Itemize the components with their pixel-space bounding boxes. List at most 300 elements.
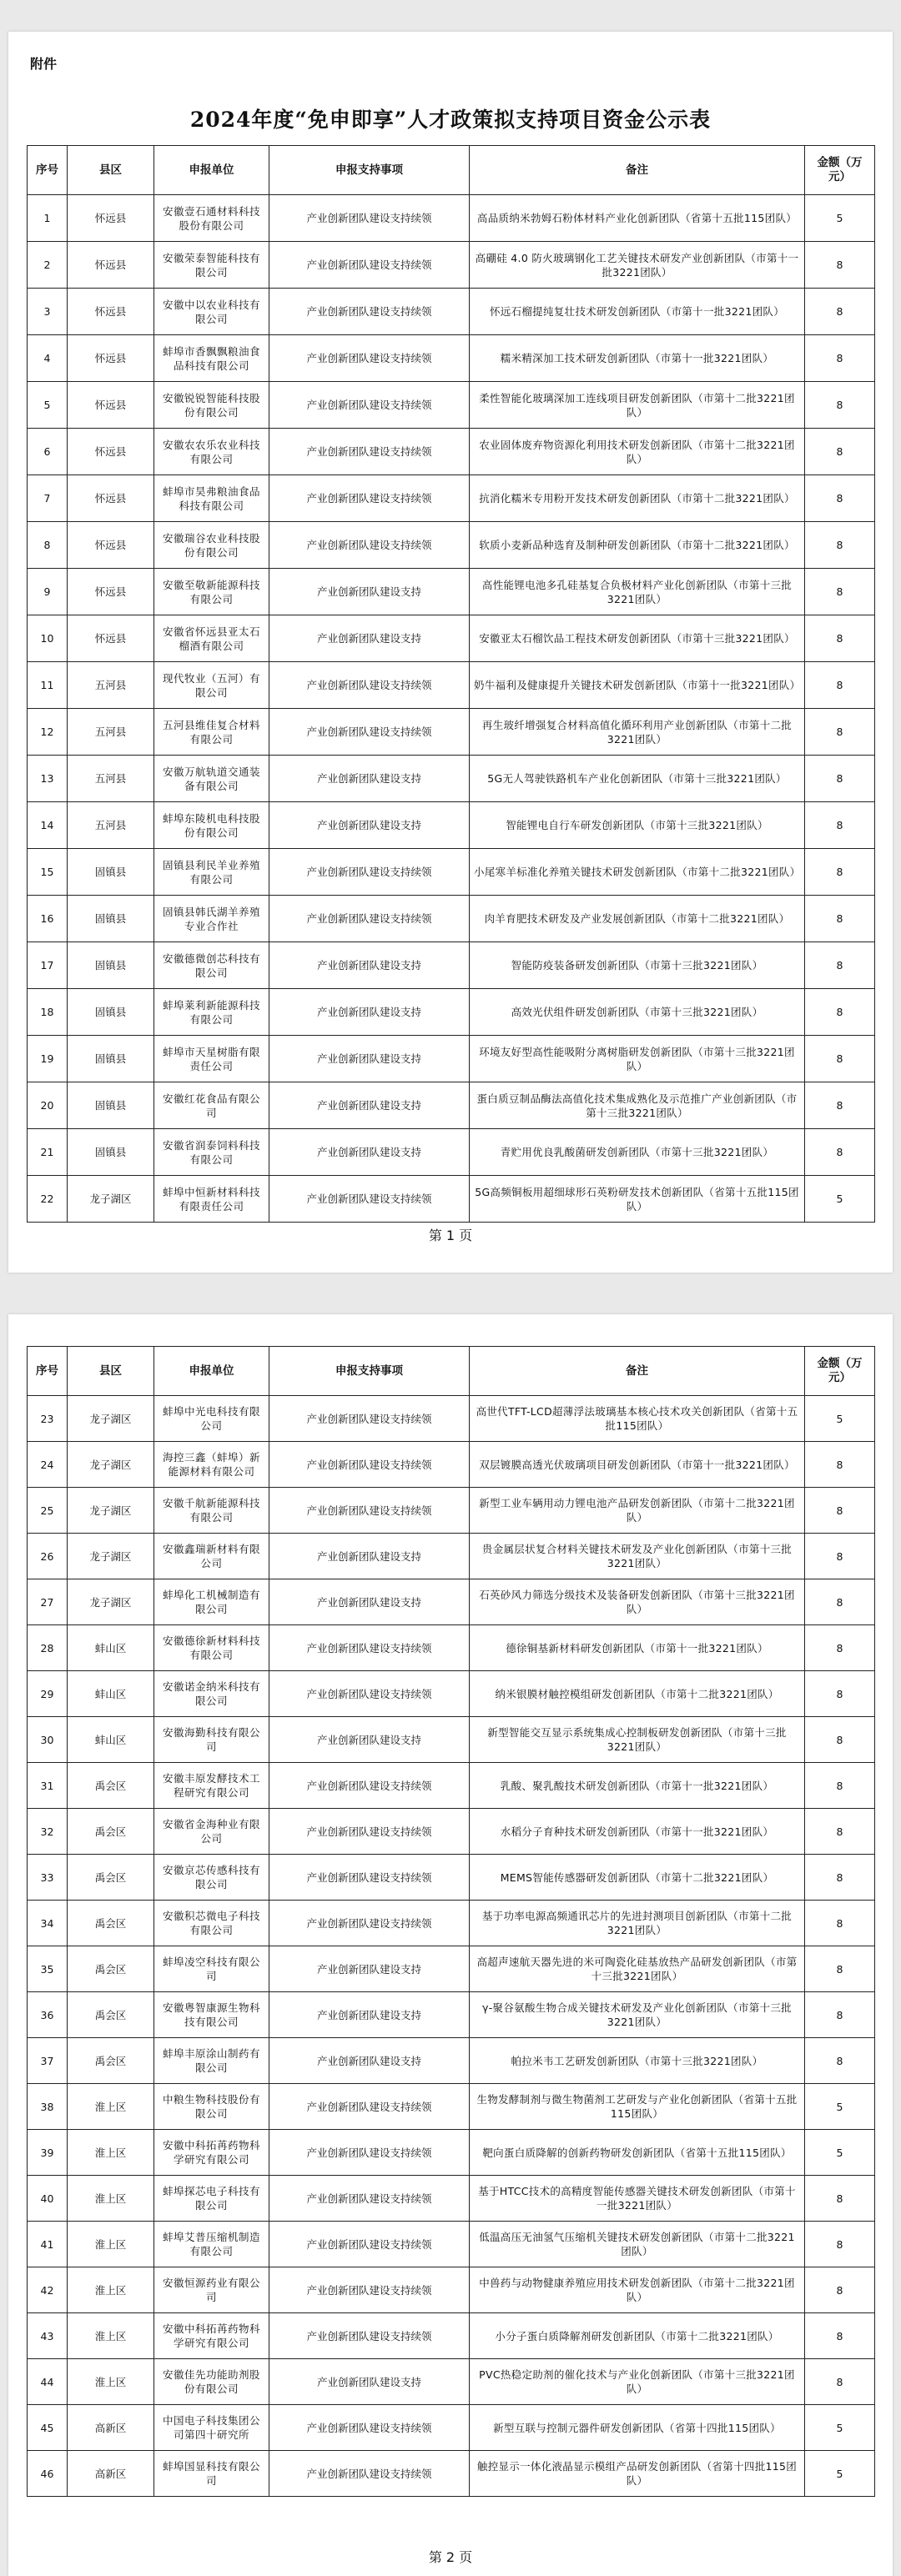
table-row [28,896,875,942]
cell-remark: 智能锂电自行车研发创新团队（市第十三批3221团队） [470,802,805,849]
cell-amount: 8 [805,849,875,896]
cell-unit: 安徽省金海种业有限公司 [154,1809,269,1855]
document-title: 2024年度“免申即享”人才政策拟支持项目资金公示表 [189,108,712,132]
cell-item: 产业创新团队建设支持 [269,1534,470,1579]
cell-remark: 5G无人驾驶铁路机车产业化创新团队（市第十三批3221团队） [470,756,805,802]
cell-no: 15 [28,849,68,896]
cell-county: 高新区 [68,2451,154,2497]
cell-no: 18 [28,989,68,1036]
cell-no: 43 [28,2313,68,2359]
cell-county: 蚌山区 [68,1625,154,1671]
table-row [28,522,875,569]
table-row [28,2359,875,2405]
cell-no: 12 [28,709,68,756]
funding-table-page-1 [27,145,875,1223]
cell-remark: 高硼硅 4.0 防火玻璃钢化工艺关键技术研发产业创新团队（市第十一批3221团队） [470,242,805,289]
cell-no: 16 [28,896,68,942]
cell-amount: 8 [805,1946,875,1992]
cell-remark: 农业固体废弃物资源化利用技术研发创新团队（市第十二批3221团队） [470,429,805,475]
cell-no: 27 [28,1579,68,1625]
cell-county: 淮上区 [68,2176,154,2222]
table-row [28,195,875,242]
cell-county: 固镇县 [68,1082,154,1129]
cell-remark: 帕拉米韦工艺研发创新团队（市第十三批3221团队） [470,2038,805,2084]
cell-county: 禹会区 [68,1901,154,1946]
cell-county: 淮上区 [68,2267,154,2313]
cell-unit: 中粮生物科技股份有限公司 [154,2084,269,2130]
cell-county: 禹会区 [68,2038,154,2084]
cell-amount: 8 [805,662,875,709]
cell-county: 怀远县 [68,429,154,475]
cell-amount: 8 [805,1992,875,2038]
cell-unit: 安徽佳先功能助剂股份有限公司 [154,2359,269,2405]
cell-county: 禹会区 [68,1763,154,1809]
cell-no: 39 [28,2130,68,2176]
cell-county: 蚌山区 [68,1671,154,1717]
cell-remark: 高超声速航天器先进的米可陶瓷化硅基放热产品研发创新团队（市第十三批3221团队） [470,1946,805,1992]
table-row [28,709,875,756]
cell-unit: 安徽省润泰饲料科技有限公司 [154,1129,269,1176]
cell-unit: 安徽瑞谷农业科技股份有限公司 [154,522,269,569]
cell-no: 22 [28,1176,68,1223]
cell-unit: 安徽海勤科技有限公司 [154,1717,269,1763]
cell-remark: 纳米银膜材触控模组研发创新团队（市第十二批3221团队） [470,1671,805,1717]
cell-unit: 安徽粤智康源生物科技有限公司 [154,1992,269,2038]
cell-unit: 安徽锐锐智能科技股份有限公司 [154,382,269,429]
cell-amount: 5 [805,2130,875,2176]
table-row [28,1488,875,1534]
cell-amount: 8 [805,1717,875,1763]
cell-county: 固镇县 [68,942,154,989]
cell-remark: PVC热稳定助剂的催化技术与产业化创新团队（市第十三批3221团队） [470,2359,805,2405]
cell-unit: 安徽诺金纳米科技有限公司 [154,1671,269,1717]
table-body [28,195,875,1223]
table-row [28,1671,875,1717]
cell-unit: 中国电子科技集团公司第四十研究所 [154,2405,269,2451]
cell-remark: 新型互联与控制元器件研发创新团队（省第十四批115团队） [470,2405,805,2451]
cell-no: 31 [28,1763,68,1809]
cell-remark: 高品质纳米勃姆石粉体材料产业化创新团队（省第十五批115团队） [470,195,805,242]
cell-amount: 8 [805,382,875,429]
cell-remark: 安徽亚太石榴饮品工程技术研发创新团队（市第十三批3221团队） [470,615,805,662]
cell-county: 淮上区 [68,2359,154,2405]
cell-remark: 奶牛福利及健康提升关键技术研发创新团队（市第十一批3221团队） [470,662,805,709]
table-row [28,1763,875,1809]
cell-unit: 蚌埠艾普压缩机制造有限公司 [154,2222,269,2267]
cell-item: 产业创新团队建设支持 [269,2359,470,2405]
cell-county: 怀远县 [68,195,154,242]
cell-item: 产业创新团队建设支持续领 [269,1809,470,1855]
cell-county: 五河县 [68,662,154,709]
cell-county: 高新区 [68,2405,154,2451]
cell-item: 产业创新团队建设支持 [269,1992,470,2038]
header-no: 序号 [28,146,68,195]
cell-amount: 8 [805,569,875,615]
cell-amount: 8 [805,1036,875,1082]
cell-amount: 5 [805,195,875,242]
table-row [28,1946,875,1992]
header-amount: 金额（万元） [805,146,875,195]
cell-remark: 触控显示一体化液晶显示模组产品研发创新团队（省第十四批115团队） [470,2451,805,2497]
document-page-2 [8,1314,893,2576]
cell-no: 13 [28,756,68,802]
cell-remark: 高世代TFT-LCD超薄浮法玻璃基本核心技术攻关创新团队（省第十五批115团队） [470,1396,805,1442]
cell-remark: 小分子蛋白质降解剂研发创新团队（市第十二批3221团队） [470,2313,805,2359]
cell-remark: 环境友好型高性能吸附分离树脂研发创新团队（市第十三批3221团队） [470,1036,805,1082]
cell-unit: 安徽恒源药业有限公司 [154,2267,269,2313]
cell-amount: 8 [805,2038,875,2084]
cell-no: 25 [28,1488,68,1534]
table-row [28,2267,875,2313]
cell-no: 21 [28,1129,68,1176]
cell-remark: 基于HTCC技术的高精度智能传感器关键技术研发创新团队（市第十一批3221团队） [470,2176,805,2222]
cell-item: 产业创新团队建设支持续领 [269,2130,470,2176]
cell-item: 产业创新团队建设支持 [269,569,470,615]
cell-unit: 安徽红花食品有限公司 [154,1082,269,1129]
cell-amount: 8 [805,335,875,382]
cell-no: 4 [28,335,68,382]
cell-amount: 8 [805,896,875,942]
cell-remark: 柔性智能化玻璃深加工连线项目研发创新团队（市第十二批3221团队） [470,382,805,429]
cell-no: 29 [28,1671,68,1717]
table-row [28,1855,875,1901]
funding-table-page-2 [27,1346,875,2497]
cell-item: 产业创新团队建设支持续领 [269,2176,470,2222]
cell-item: 产业创新团队建设支持 [269,1579,470,1625]
header-item: 申报支持事项 [269,146,470,195]
cell-remark: 小尾寒羊标准化养殖关键技术研发创新团队（市第十二批3221团队） [470,849,805,896]
cell-unit: 安徽荣泰智能科技有限公司 [154,242,269,289]
cell-unit: 安徽积芯微电子科技有限公司 [154,1901,269,1946]
table-row [28,662,875,709]
header-unit: 申报单位 [154,146,269,195]
attachment-label: 附件 [30,56,58,72]
cell-remark: 糯米精深加工技术研发创新团队（市第十一批3221团队） [470,335,805,382]
cell-remark: 德徐铜基新材料研发创新团队（市第十一批3221团队） [470,1625,805,1671]
cell-item: 产业创新团队建设支持续领 [269,2451,470,2497]
cell-no: 36 [28,1992,68,2038]
cell-county: 固镇县 [68,989,154,1036]
cell-county: 禹会区 [68,1809,154,1855]
cell-no: 37 [28,2038,68,2084]
cell-unit: 安徽中科拓苒药物科学研究有限公司 [154,2130,269,2176]
cell-unit: 安徽省怀远县亚太石榴酒有限公司 [154,615,269,662]
cell-item: 产业创新团队建设支持续领 [269,1625,470,1671]
table-row [28,2222,875,2267]
cell-amount: 8 [805,1625,875,1671]
document-page-1 [8,32,893,1273]
table-header-row [28,146,875,195]
cell-county: 龙子湖区 [68,1579,154,1625]
cell-remark: 蛋白质豆制品酶法高值化技术集成熟化及示范推广产业创新团队（市第十三批3221团队） [470,1082,805,1129]
cell-no: 14 [28,802,68,849]
cell-no: 10 [28,615,68,662]
cell-amount: 8 [805,1763,875,1809]
cell-unit: 蚌埠中恒新材料科技有限责任公司 [154,1176,269,1223]
cell-amount: 8 [805,1082,875,1129]
cell-amount: 8 [805,1809,875,1855]
cell-amount: 8 [805,1442,875,1488]
cell-no: 40 [28,2176,68,2222]
cell-unit: 蚌埠东陵机电科技股份有限公司 [154,802,269,849]
table-row [28,429,875,475]
cell-item: 产业创新团队建设支持 [269,1717,470,1763]
cell-county: 怀远县 [68,569,154,615]
cell-remark: 再生玻纤增强复合材料高值化循环利用产业创新团队（市第十二批3221团队） [470,709,805,756]
table-row [28,1717,875,1763]
cell-no: 46 [28,2451,68,2497]
cell-county: 怀远县 [68,615,154,662]
header-county: 县区 [68,146,154,195]
cell-no: 9 [28,569,68,615]
cell-item: 产业创新团队建设支持续领 [269,1442,470,1488]
cell-amount: 8 [805,2313,875,2359]
cell-item: 产业创新团队建设支持 [269,2038,470,2084]
cell-county: 龙子湖区 [68,1488,154,1534]
cell-remark: γ-聚谷氨酸生物合成关键技术研发及产业化创新团队（市第十三批3221团队） [470,1992,805,2038]
header-remark: 备注 [470,146,805,195]
cell-amount: 8 [805,1579,875,1625]
cell-county: 怀远县 [68,522,154,569]
cell-no: 44 [28,2359,68,2405]
cell-no: 35 [28,1946,68,1992]
cell-amount: 8 [805,1901,875,1946]
cell-amount: 8 [805,522,875,569]
cell-item: 产业创新团队建设支持 [269,802,470,849]
cell-amount: 8 [805,1488,875,1534]
cell-item: 产业创新团队建设支持续领 [269,335,470,382]
page-number: 第 2 页 [428,2549,473,2565]
cell-unit: 蚌埠市天星树脂有限责任公司 [154,1036,269,1082]
cell-county: 禹会区 [68,1992,154,2038]
cell-item: 产业创新团队建设支持续领 [269,1763,470,1809]
cell-unit: 安徽中以农业科技有限公司 [154,289,269,335]
cell-amount: 8 [805,429,875,475]
cell-county: 固镇县 [68,1129,154,1176]
cell-no: 28 [28,1625,68,1671]
table-row [28,1442,875,1488]
cell-county: 固镇县 [68,1036,154,1082]
cell-no: 41 [28,2222,68,2267]
cell-county: 禹会区 [68,1855,154,1901]
cell-remark: 基于功率电源高频通讯芯片的先进封测项目创新团队（市第十二批3221团队） [470,1901,805,1946]
table-header-row [28,1347,875,1396]
table-row [28,382,875,429]
cell-item: 产业创新团队建设支持续领 [269,896,470,942]
cell-remark: 青贮用优良乳酸菌研发创新团队（市第十三批3221团队） [470,1129,805,1176]
cell-county: 禹会区 [68,1946,154,1992]
cell-remark: 低温高压无油氢气压缩机关键技术研发创新团队（市第十二批3221团队） [470,2222,805,2267]
cell-no: 45 [28,2405,68,2451]
cell-amount: 5 [805,2084,875,2130]
cell-county: 龙子湖区 [68,1534,154,1579]
cell-remark: 新型智能交互显示系统集成心控制板研发创新团队（市第十三批3221团队） [470,1717,805,1763]
table-row [28,942,875,989]
cell-item: 产业创新团队建设支持续领 [269,2313,470,2359]
cell-remark: 高性能锂电池多孔硅基复合负极材料产业化创新团队（市第十三批3221团队） [470,569,805,615]
cell-no: 7 [28,475,68,522]
cell-unit: 安徽千航新能源科技有限公司 [154,1488,269,1534]
cell-remark: 怀远石榴提纯复壮技术研发创新团队（市第十一批3221团队） [470,289,805,335]
cell-remark: 靶向蛋白质降解的创新药物研发创新团队（省第十五批115团队） [470,2130,805,2176]
cell-amount: 5 [805,2405,875,2451]
cell-remark: 石英砂风力筛选分级技术及装备研发创新团队（市第十三批3221团队） [470,1579,805,1625]
cell-no: 3 [28,289,68,335]
cell-remark: 生物发酵制剂与微生物菌剂工艺研发与产业化创新团队（省第十五批115团队） [470,2084,805,2130]
table-row [28,2405,875,2451]
cell-remark: 高效光伏组件研发创新团队（市第十三批3221团队） [470,989,805,1036]
cell-no: 34 [28,1901,68,1946]
table-row [28,989,875,1036]
cell-amount: 8 [805,2222,875,2267]
cell-item: 产业创新团队建设支持续领 [269,1901,470,1946]
table-row [28,475,875,522]
cell-unit: 五河县维佳复合材料有限公司 [154,709,269,756]
table-row [28,2313,875,2359]
cell-item: 产业创新团队建设支持 [269,615,470,662]
cell-county: 怀远县 [68,475,154,522]
cell-county: 怀远县 [68,382,154,429]
cell-no: 8 [28,522,68,569]
cell-no: 26 [28,1534,68,1579]
cell-item: 产业创新团队建设支持续领 [269,289,470,335]
table-row [28,2130,875,2176]
cell-county: 蚌山区 [68,1717,154,1763]
table-row [28,1579,875,1625]
cell-item: 产业创新团队建设支持 [269,1946,470,1992]
cell-remark: 抗消化糯米专用粉开发技术研发创新团队（市第十二批3221团队） [470,475,805,522]
table-row [28,1534,875,1579]
cell-no: 1 [28,195,68,242]
cell-amount: 8 [805,756,875,802]
cell-county: 淮上区 [68,2222,154,2267]
cell-item: 产业创新团队建设支持续领 [269,2405,470,2451]
table-row [28,242,875,289]
cell-unit: 现代牧业（五河）有限公司 [154,662,269,709]
table-row [28,2038,875,2084]
cell-amount: 5 [805,1396,875,1442]
cell-unit: 固镇县韩氏湖羊养殖专业合作社 [154,896,269,942]
cell-county: 龙子湖区 [68,1176,154,1223]
cell-item: 产业创新团队建设支持续领 [269,849,470,896]
header-item: 申报支持事项 [269,1347,470,1396]
cell-no: 17 [28,942,68,989]
table-row [28,2451,875,2497]
cell-county: 龙子湖区 [68,1396,154,1442]
table-row [28,756,875,802]
cell-no: 23 [28,1396,68,1442]
cell-item: 产业创新团队建设支持续领 [269,2084,470,2130]
cell-county: 五河县 [68,756,154,802]
cell-no: 42 [28,2267,68,2313]
cell-no: 19 [28,1036,68,1082]
cell-unit: 蚌埠莱利新能源科技有限公司 [154,989,269,1036]
table-row [28,1036,875,1082]
cell-county: 怀远县 [68,242,154,289]
cell-county: 淮上区 [68,2130,154,2176]
cell-amount: 8 [805,1534,875,1579]
cell-unit: 安徽京芯传感科技有限公司 [154,1855,269,1901]
cell-remark: MEMS智能传感器研发创新团队（市第十二批3221团队） [470,1855,805,1901]
cell-item: 产业创新团队建设支持续领 [269,1176,470,1223]
cell-amount: 5 [805,1176,875,1223]
table-row [28,1809,875,1855]
cell-amount: 8 [805,2176,875,2222]
cell-county: 淮上区 [68,2084,154,2130]
cell-amount: 8 [805,2359,875,2405]
cell-unit: 安徽农农乐农业科技有限公司 [154,429,269,475]
table-row [28,1129,875,1176]
cell-item: 产业创新团队建设支持续领 [269,195,470,242]
cell-remark: 乳酸、聚乳酸技术研发创新团队（市第十一批3221团队） [470,1763,805,1809]
cell-no: 6 [28,429,68,475]
cell-amount: 8 [805,615,875,662]
cell-item: 产业创新团队建设支持续领 [269,382,470,429]
cell-remark: 软质小麦新品种选育及制种研发创新团队（市第十二批3221团队） [470,522,805,569]
page-number: 第 1 页 [428,1228,473,1243]
cell-county: 怀远县 [68,289,154,335]
table-row [28,1625,875,1671]
cell-unit: 蚌埠化工机械制造有限公司 [154,1579,269,1625]
cell-item: 产业创新团队建设支持 [269,1082,470,1129]
cell-amount: 8 [805,1129,875,1176]
cell-remark: 新型工业车辆用动力锂电池产品研发创新团队（市第十二批3221团队） [470,1488,805,1534]
cell-item: 产业创新团队建设支持续领 [269,2222,470,2267]
table-row [28,2084,875,2130]
cell-amount: 8 [805,242,875,289]
cell-county: 龙子湖区 [68,1442,154,1488]
header-remark: 备注 [470,1347,805,1396]
table-row [28,289,875,335]
cell-unit: 蚌埠中光电科技有限公司 [154,1396,269,1442]
table-body [28,1396,875,2497]
cell-remark: 水稻分子育种技术研发创新团队（市第十一批3221团队） [470,1809,805,1855]
cell-item: 产业创新团队建设支持续领 [269,429,470,475]
table-row [28,335,875,382]
cell-item: 产业创新团队建设支持 [269,989,470,1036]
cell-remark: 双层镀膜高透光伏玻璃项目研发创新团队（市第十一批3221团队） [470,1442,805,1488]
header-county: 县区 [68,1347,154,1396]
cell-no: 11 [28,662,68,709]
cell-no: 2 [28,242,68,289]
cell-no: 32 [28,1809,68,1855]
cell-amount: 8 [805,1855,875,1901]
cell-unit: 安徽壹石通材料科技股份有限公司 [154,195,269,242]
cell-remark: 5G高频铜板用超细球形石英粉研发技术创新团队（省第十五批115团队） [470,1176,805,1223]
cell-unit: 蚌埠凌空科技有限公司 [154,1946,269,1992]
table-row [28,615,875,662]
cell-county: 固镇县 [68,896,154,942]
cell-unit: 固镇县利民羊业养殖有限公司 [154,849,269,896]
table-row [28,1396,875,1442]
cell-item: 产业创新团队建设支持续领 [269,522,470,569]
cell-remark: 智能防疫装备研发创新团队（市第十三批3221团队） [470,942,805,989]
cell-item: 产业创新团队建设支持续领 [269,1396,470,1442]
cell-amount: 8 [805,989,875,1036]
cell-unit: 安徽德徐新材料科技有限公司 [154,1625,269,1671]
cell-no: 5 [28,382,68,429]
cell-county: 固镇县 [68,849,154,896]
cell-remark: 贵金属层状复合材料关键技术研发及产业化创新团队（市第十三批3221团队） [470,1534,805,1579]
cell-item: 产业创新团队建设支持续领 [269,1855,470,1901]
cell-unit: 蚌埠国显科技有限公司 [154,2451,269,2497]
cell-item: 产业创新团队建设支持续领 [269,242,470,289]
cell-unit: 蚌埠丰原涂山制药有限公司 [154,2038,269,2084]
cell-item: 产业创新团队建设支持续领 [269,1488,470,1534]
cell-unit: 安徽中科拓苒药物科学研究有限公司 [154,2313,269,2359]
table-row [28,1176,875,1223]
cell-no: 33 [28,1855,68,1901]
